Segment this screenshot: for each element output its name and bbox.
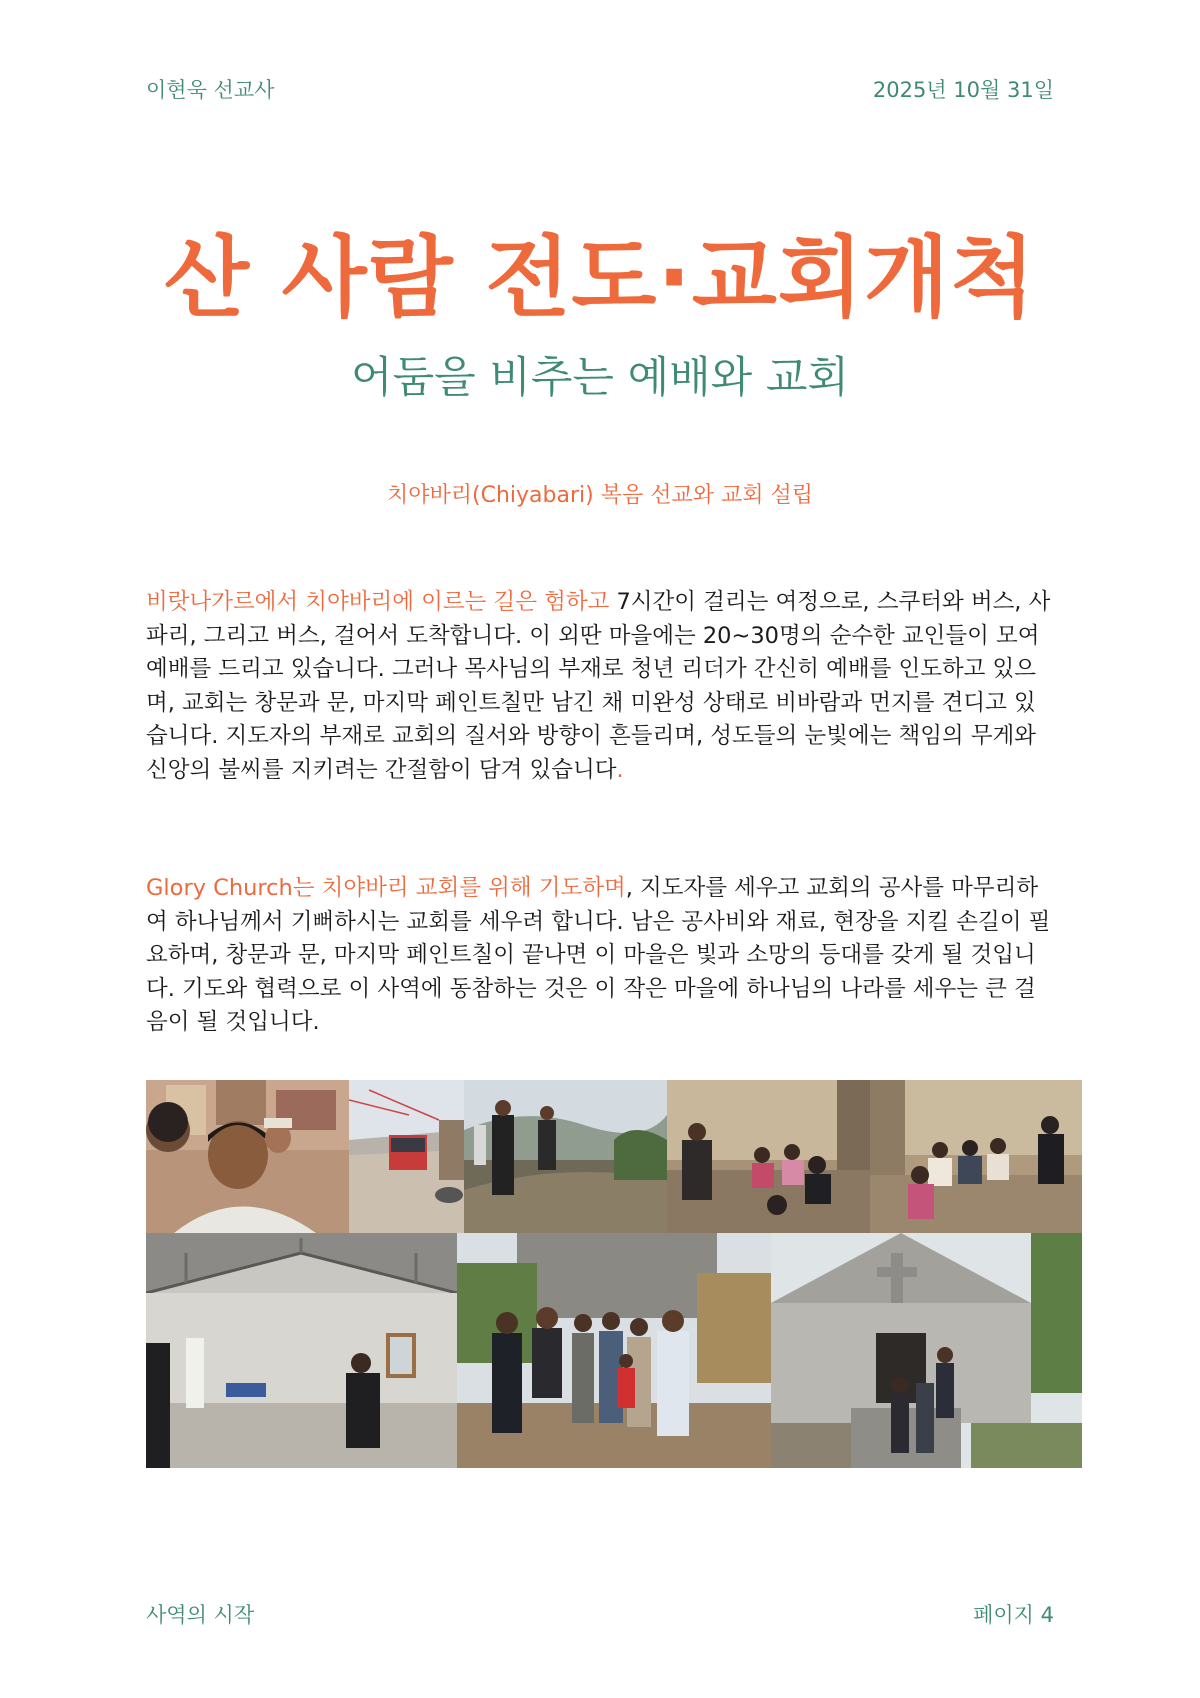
footer-page-number: 페이지 4: [973, 1603, 1054, 1627]
author-label: 이현욱 선교사: [146, 78, 275, 102]
paragraph-glory-church: [146, 872, 1056, 1040]
photo-bus-road: [349, 1080, 464, 1233]
paragraph-journey-body: 7시간이 걸리는 여정으로, 스쿠터와 버스, 사파리, 그리고 버스, 걸어서 도착합니다. 이 외딴 마을에는 20~30명의 순수한 교인들이 모여 예배를 드리고 있습니다. 그러나 목사님의 부재로 청년 리더가 간신히 예배를 인도하고 있으며, 교회는 창문과 문, 마지막 페인트칠만 남긴 채 미완성 상태로 비바람과 먼지를 견디고 있습니다. 지도자의 부재로 교회의 질서와 방향이 흔들리며, 성도들의 눈빛에는 책임의 무게와 신앙의 불씨를 지키려는 간절함이 담겨 있습니다: [146, 589, 1051, 783]
photo-church-exterior: [771, 1233, 1082, 1468]
paragraph-journey-end: .: [616, 756, 624, 783]
footer-section-label: 사역의 시작: [146, 1603, 255, 1627]
paragraph-glory-church-highlight: Glory Church는 치야바리 교회를 위해 기도하며: [146, 875, 626, 901]
paragraph-journey: [146, 586, 1056, 788]
photo-selfie-group: [146, 1080, 349, 1233]
photo-church-interior-construction: [146, 1233, 457, 1468]
photo-worship-interior-1: [667, 1080, 870, 1233]
paragraph-journey-highlight: 비랏나가르에서 치야바리에 이르는 길은 험하고: [146, 589, 610, 615]
photo-worship-interior-2: [870, 1080, 1082, 1233]
date-label: 2025년 10월 31일: [872, 78, 1054, 102]
photo-hilltop-men: [464, 1080, 667, 1233]
page-subtitle: 어둠을 비추는 예배와 교회: [351, 353, 849, 403]
photo-group-outdoor: [457, 1233, 771, 1468]
photo-collage: [146, 1080, 1082, 1468]
paragraph-glory-church-body: , 지도자를 세우고 교회의 공사를 마무리하여 하나님께서 기뻐하시는 교회를 세우려 합니다. 남은 공사비와 재료, 현장을 지킬 손길이 필요하며, 창문과 문, 마지막 페인트칠이 끝나면 이 마을은 빛과 소망의 등대를 갖게 될 것입니다. 기도와 협력으로 이 사역에 동참하는 것은 이 작은 마을에 하나님의 나라를 세우는 큰 걸음이 될 것입니다.: [146, 875, 1051, 1036]
page-title: 산 사람 전도·교회개척: [164, 226, 1036, 329]
section-heading: 치야바리(Chiyabari) 복음 선교와 교회 설립: [387, 483, 813, 508]
